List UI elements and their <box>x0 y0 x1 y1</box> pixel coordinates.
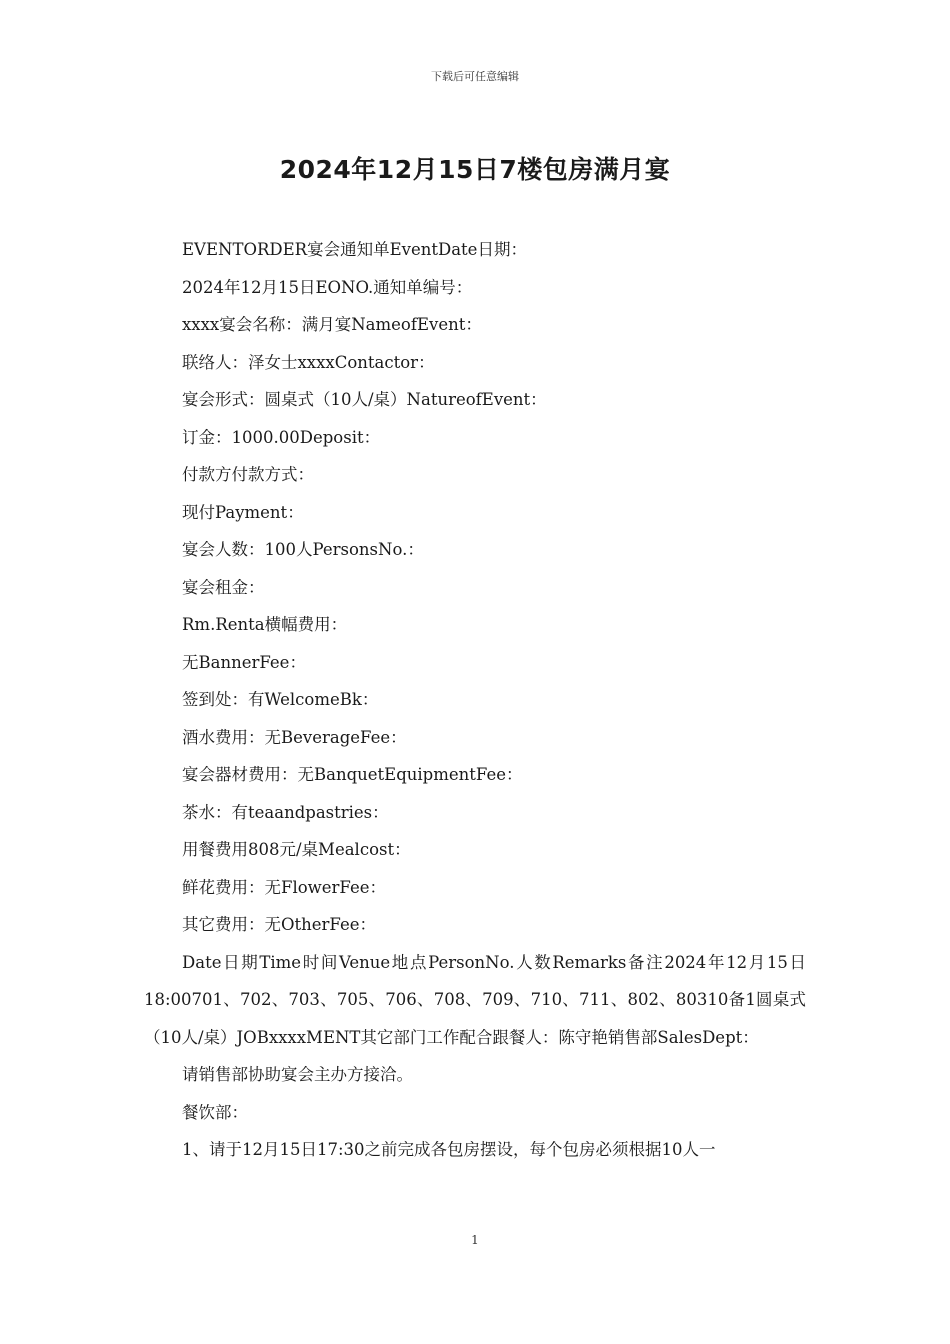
paragraph: xxxx宴会名称：满月宴NameofEvent： <box>182 315 482 334</box>
paragraph: 用餐费用808元/桌Mealcost： <box>182 840 411 859</box>
document-title: 2024年12月15日7楼包房满月宴 <box>279 155 671 184</box>
paragraph: 鲜花费用：无FlowerFee： <box>182 877 387 897</box>
page-header-note: 下载后可任意编辑 <box>431 70 519 83</box>
paragraph: 2024年12月15日EONO.通知单编号： <box>182 277 473 297</box>
paragraph: 签到处：有WelcomeBk： <box>182 690 379 709</box>
paragraph: 请销售部协助宴会主办方接洽。 <box>182 1065 413 1084</box>
paragraph: 联络人：泽女士xxxxContactor： <box>182 352 435 372</box>
paragraph: 付款方付款方式： <box>182 465 314 484</box>
paragraph: 酒水费用：无BeverageFee： <box>182 727 407 747</box>
paragraph: 宴会租金： <box>182 577 265 597</box>
paragraph: 宴会器材费用：无BanquetEquipmentFee： <box>182 765 523 784</box>
paragraph: 茶水：有teaandpastries： <box>182 802 389 822</box>
paragraph: 宴会形式：圆桌式（10人/桌）NatureofEvent： <box>182 390 547 409</box>
document-body <box>144 231 806 1169</box>
paragraph: 宴会人数：100人PersonsNo.： <box>182 540 424 559</box>
paragraph: EVENTORDER宴会通知单EventDate日期： <box>182 240 527 259</box>
paragraph: Rm.Renta横幅费用： <box>182 615 348 634</box>
paragraph: 餐饮部： <box>182 1102 248 1122</box>
paragraph: 现付Payment： <box>182 502 304 522</box>
paragraph: 1、请于12月15日17:30之前完成各包房摆设，每个包房必须根据10人一 <box>182 1140 716 1159</box>
paragraph: 订金：1000.00Deposit： <box>182 427 381 447</box>
page-number: 1 <box>471 1233 479 1247</box>
schedule-paragraph: Date日期Time时间Venue地点PersonNo.人数Remarks备注2024年12月15日18:00701、702、703、705、706、708、709、710、711、802、80310备1圆桌式（10人/桌）JOBxxxxMENT其它部门工作配合跟餐人：陈守艳销售部SalesDept： <box>144 952 806 1047</box>
paragraph: 其它费用：无OtherFee： <box>182 915 377 934</box>
paragraph: 无BannerFee： <box>182 652 306 672</box>
